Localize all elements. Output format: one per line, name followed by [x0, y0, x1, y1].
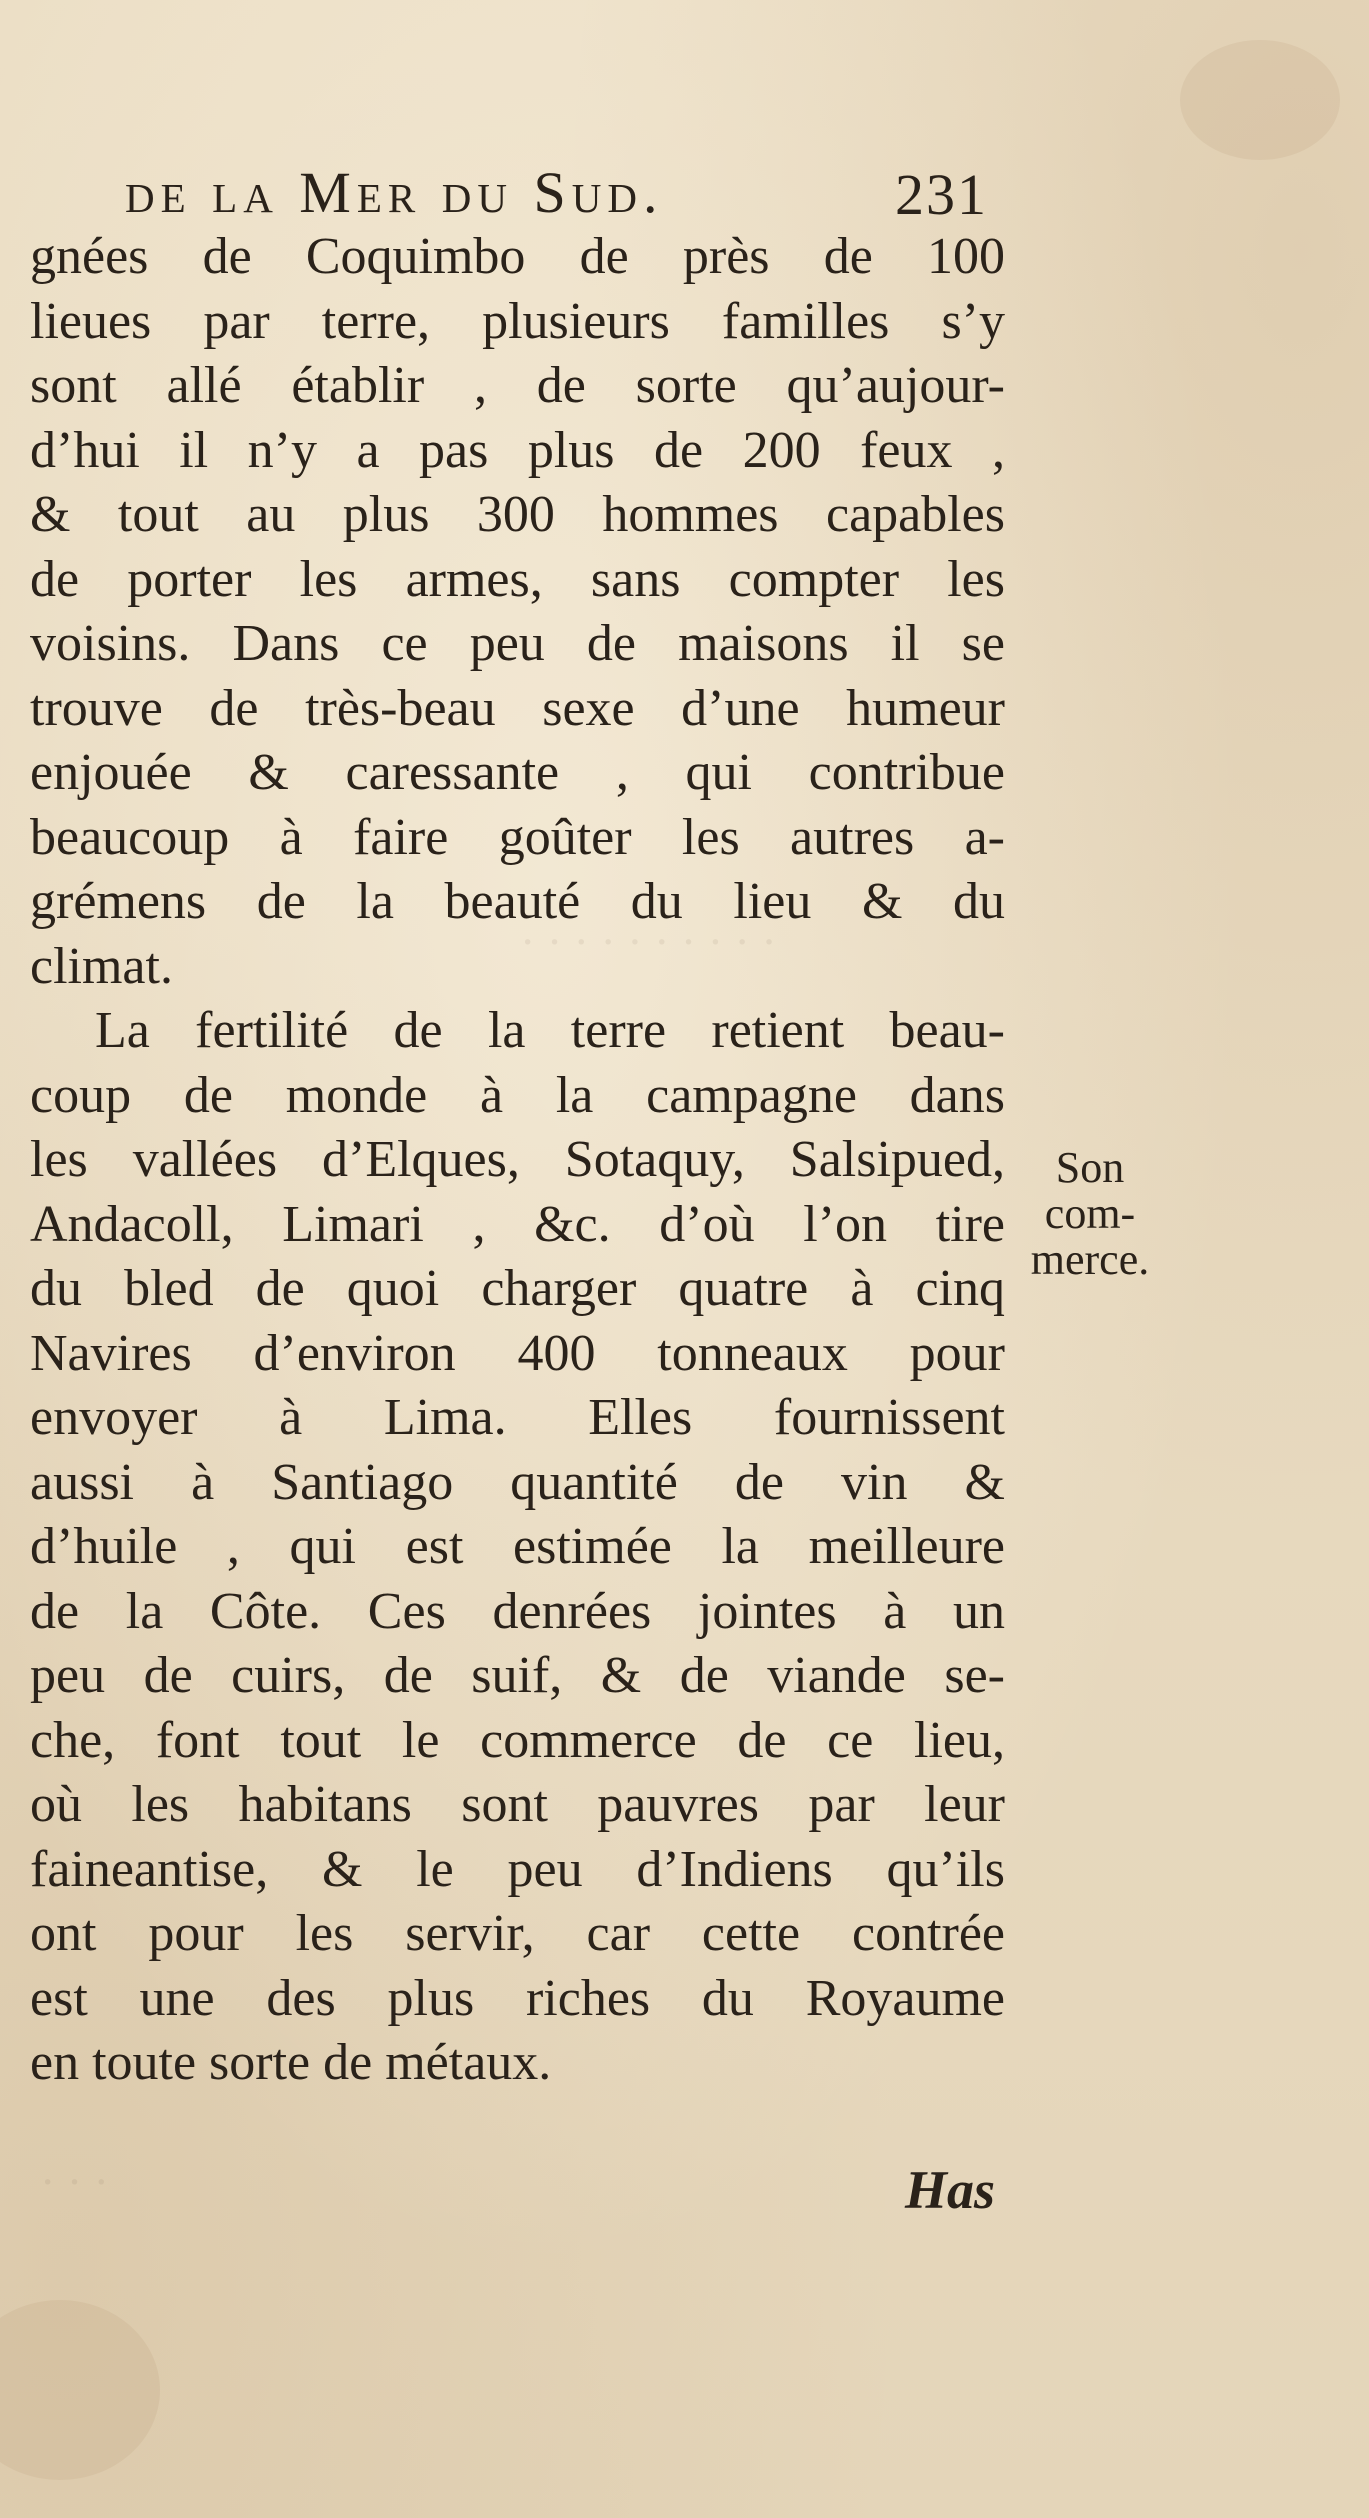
margin-note-line: merce.	[1030, 1235, 1150, 1284]
paragraph-start-line: La fertilité de la terre retient beau-	[95, 1002, 1005, 1059]
text-line: d’hui il n’y a pas plus de 200 feux ,	[30, 421, 1005, 479]
text-line: gnées de Coquimbo de près de 100	[30, 228, 1005, 285]
running-head: de la Mer du Sud.	[125, 160, 664, 225]
bleed-through-text: · · ·	[40, 2156, 109, 2207]
margin-note	[1015, 1145, 1165, 1283]
text-line: grémens de la beauté du lieu & du	[30, 873, 1005, 930]
text-line: enjouée & caressante , qui contribue	[30, 744, 1005, 801]
text-line: climat.	[30, 937, 173, 995]
text-line: peu de cuirs, de suif, & de viande se-	[30, 1647, 1005, 1704]
text-line: est une des plus riches du Royaume	[30, 1969, 1005, 2027]
catchword: Has	[905, 2160, 996, 2220]
text-line: lieues par terre, plusieurs familles s’y	[30, 292, 1005, 350]
text-line: faineantise, & le peu d’Indiens qu’ils	[30, 1840, 1005, 1898]
text-line: envoyer à Lima. Elles fournissent	[30, 1389, 1005, 1446]
text-line: en toute sorte de métaux.	[30, 2034, 552, 2091]
text-line: du bled de quoi charger quatre à cinq	[30, 1260, 1005, 1317]
text-line: de la Côte. Ces denrées jointes à un	[30, 1582, 1005, 1640]
text-line: voisins. Dans ce peu de maisons il se	[30, 615, 1005, 672]
text-line: d’huile , qui est estimée la meilleure	[30, 1518, 1005, 1575]
body-text	[30, 225, 1005, 2096]
text-line: sont allé établir , de sorte qu’aujour-	[30, 357, 1005, 414]
margin-note-line: com-	[1044, 1189, 1136, 1238]
text-line: coup de monde à la campagne dans	[30, 1066, 1005, 1124]
text-line: aussi à Santiago quantité de vin &	[30, 1453, 1005, 1511]
text-line: trouve de très-beau sexe d’une humeur	[30, 679, 1005, 737]
bleed-through-text: · · · · · · · · · ·	[520, 916, 777, 967]
text-line: Andacoll, Limari , &c. d’où l’on tire	[30, 1195, 1005, 1253]
page-number: 231	[895, 162, 988, 227]
margin-note-line: Son	[1055, 1143, 1125, 1192]
text-line: Navires d’environ 400 tonneaux pour	[30, 1324, 1005, 1382]
text-line: de porter les armes, sans compter les	[30, 550, 1005, 608]
text-line: che, font tout le commerce de ce lieu,	[30, 1711, 1005, 1769]
text-line: beaucoup à faire goûter les autres a-	[30, 808, 1005, 866]
text-line: où les habitans sont pauvres par leur	[30, 1776, 1005, 1833]
paper-stain	[0, 2300, 160, 2480]
paper-stain	[1180, 40, 1340, 160]
text-line: ont pour les servir, car cette contrée	[30, 1905, 1005, 1962]
text-line: & tout au plus 300 hommes capables	[30, 486, 1005, 543]
text-line: les vallées d’Elques, Sotaquy, Salsipued,	[30, 1131, 1005, 1188]
